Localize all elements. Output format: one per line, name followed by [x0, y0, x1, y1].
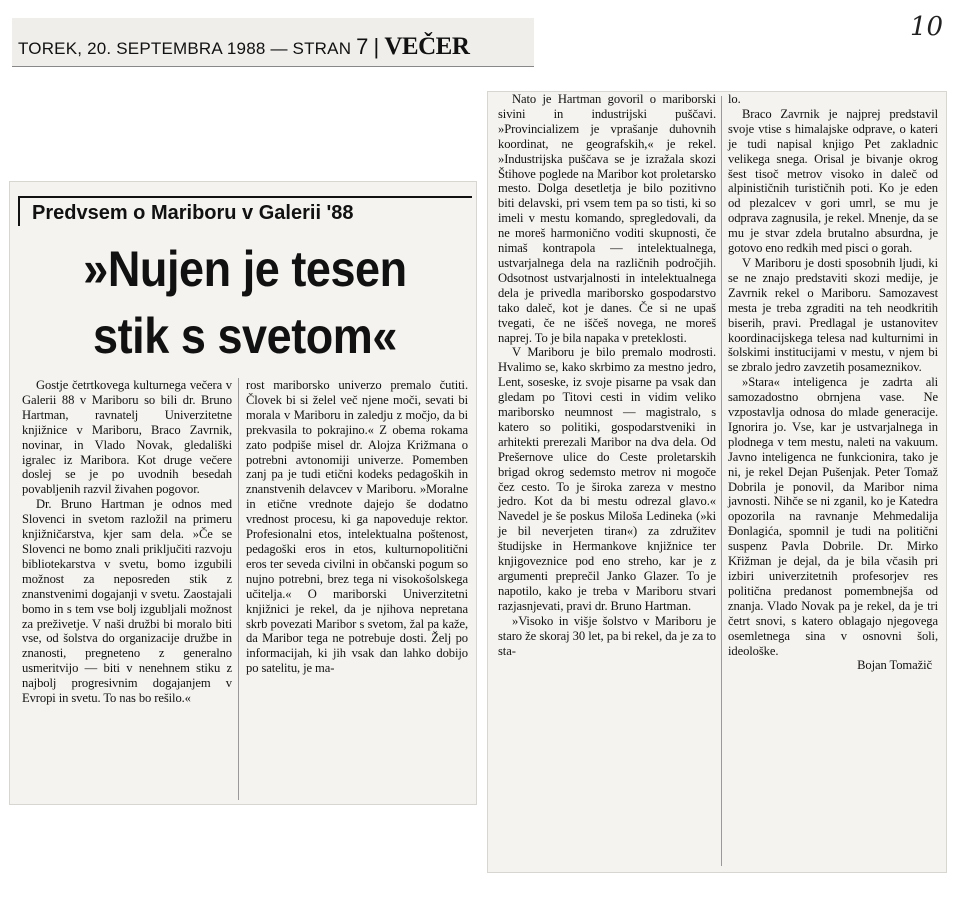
article-column-2: [246, 378, 468, 676]
paragraph: rost mariborsko univerzo premalo čutiti. Človek bi si želel več njene moči, sevati bi morala v Mariboru in zaledju z močjo, da bi prekvasila to pokrajino.« Z obema rokama zato podpiše misel dr. Alojza Križmana o potrebni avtonomiji univerze. Pomemben zanj pa je tudi etični kodeks pedagoških in znanstvenih delavcev v Mariboru. »Moralne in etične vrednote dajejo še dodatno vrednost procesu, ki ga napoveduje rektor. Profesionalni etos, intelektualna poštenost, pedagoški eros in etos, kulturnopolitični eros ter seveda civilni in občanski pogum so nujno potrebni, brez tega ni visokošolskega učitelja.« O mariborski Univerzitetni knjižnici je rekel, da je njihova nepretana skrb povezati Maribor s svetom, žal pa kaže, da Maribor tega ne potrebuje dosti. Želj po informacijah, ki jih vsak dan lahko dobijo po satelitu, je ma-: [246, 378, 468, 676]
newspaper-logo: VEČER: [384, 33, 470, 60]
headline-line-1: »Nujen je tesen: [83, 241, 407, 297]
column-divider: [238, 378, 239, 800]
article-column-4: [728, 92, 938, 673]
paragraph: V Mariboru je dosti sposobnih ljudi, ki se ne znajo predstaviti skozi medije, je Zavrnik rekel o Mariboru. Samozavest mesta je treba zgraditi na teh neodkritih biserih, pravi. Predlagal je ustanovitev koordinacijskega telesa nad kulturnimi in šolskimi institucijami v mestu, v njem bi se zbralo jedro zavzetih posameznikov.: [728, 255, 938, 375]
headline-line-2: stik s svetom«: [93, 308, 397, 364]
masthead: [18, 33, 469, 61]
paragraph: »Visoko in višje šolstvo v Mariboru je staro že skoraj 30 let, pa bi rekel, da je za to sta-: [498, 613, 716, 658]
masthead-page-number: 7: [356, 34, 369, 59]
paragraph: Dr. Bruno Hartman je odnos med Slovenci in svetom razložil na primeru knjižničarstva, kjer sam dela. »Če se Slovenci ne bomo znali priključiti razvoju bibliotekarstva v svetu, bomo izgubili možnost za neposreden stik z znanstvenimi dogajanji v svetu. Zaostajali bomo in s tem vse bolj izgubljali možnost za preživetje. V naši družbi bi moralo biti vse, od šolstva do organizacije družbe in znanosti, pregneteno z generalno usmeritvijo — biti v nenehnem stiku z najbolj progresivnim dogajanjem v Evropi in svetu. To nas bo rešilo.«: [22, 497, 232, 706]
paragraph: V Mariboru je bilo premalo modrosti. Hvalimo se, kako skrbimo za mestno jedro, Lent, soseske, iz svoje pisarne pa vsak dan gledam po Titovi cesti in vidim veliko mariborsko neumnost — magistralo, s katero so politiki, gospodarstveniki in arhitekti prerezali Maribor na dva dela. Od Prešernove ulice do Ceste proletarskih brigad okrog sedemsto metrov ni mogoče čez cesto. To je široka zareza v mestno jedro. Kot da bi mestu odrezal glavo.« Navedel je še poskus Miloša Ledineka (»ki je bil neverjeten tiran«) za združitev študijske in Hermankove knjižnice ter knjigoveznice pod eno streho, kar je z argumenti preprečil Janko Glazer. To je napotilo, kako je treba v Mariboru stvari razjasnjevati, pravi dr. Bruno Hartman.: [498, 345, 716, 613]
masthead-separator: |: [373, 34, 380, 59]
paragraph: Nato je Hartman govoril o mariborski sivini in industrijski puščavi. »Provincializem je vprašanje duhovnih koordinat, ne geografskih,« je rekel. »Industrijska puščava se je izražala skozi Štihove poglede na Maribor kot proletarsko mesto. Dolga desetletja je bilo pozitivno biti delavski, pri vsem tem pa so tisti, ki so imeli v mestu komando, spregledovali, da ne moreš harmonično voditi skupnosti, če nimaš kontrapola — intelektualnega, ustvarjalnega dela na različnih področjih. Odsotnost ustvarjalnosti in intelektualnega dela je privedla mariborsko gospodarstvo tako daleč, kot je danes. Če si ne upaš tvegati, če ne iščeš novega, ne moreš naprej. To je bila napaka v preteklosti.: [498, 92, 716, 345]
article-column-1: [22, 378, 232, 706]
paragraph: lo.: [728, 92, 741, 106]
byline: Bojan Tomažič: [857, 658, 932, 673]
masthead-date: TOREK, 20. SEPTEMBRA 1988 — STRAN: [18, 39, 352, 58]
paragraph: Braco Zavrnik je najprej predstavil svoje vtise s himalajske odprave, o kateri je tudi napisal knjigo Pet zakladnic velikega snega. Orisal je bivanje okrog šest tisoč metrov visoko in daleč od alpinističnih turističnih poti. Ko je eden od plezalcev v gori umrl, se mu je odprava zagnusila, je rekel. Mnenje, da se mu je stvar zdela brutalno absurdna, je gotovo eno redkih med pisci o gorah.: [728, 106, 938, 256]
handwritten-note: 10: [910, 12, 944, 42]
paragraph: Gostje četrtkovega kulturnega večera v Galerii 88 v Mariboru so bili dr. Bruno Hartman, ravnatelj Univerzitetne knjižnice v Mariboru, Braco Zavrnik, novinar, in Vlado Novak, gledališki igralec iz Maribora. Kot druge večere doslej se je po uvodnih besedah povabljenih razvil živahen pogovor.: [22, 378, 232, 497]
paragraph: »Stara« inteligenca je zadrta ali samozadostno obrnjena vase. Ne vzpostavlja odnosa do mlade generacije. Ignorira jo. Vse, kar je ustvarjalnega in plodnega v tem mestu, naleti na vakuum. Javno inteligenca ne funkcionira, tako je ni, je rekel Dejan Pušenjak. Peter Tomaž Dobrila je ponovil, da Maribor nima javnosti. Nihče se ni zganil, ko je Katedra opozorila na ravnanje Mehmedalija Đonlagića, spomnil je tudi na politični suspenz Pavla Dobrile. Dr. Mirko Křižman je dejal, da je bila včasih pri izbiri univerzitetnih profesorjev res politična predanost pomembnejša od znanja. Vlado Novak pa je rekel, da je tri četrt snovi, s katero oblagajo njegovega osemletnega sina v osnovni šoli, ideološke.: [728, 375, 938, 658]
article-kicker: Predvsem o Mariboru v Galerii '88: [18, 196, 472, 226]
article-column-3: [498, 92, 716, 658]
column-divider: [721, 96, 722, 866]
